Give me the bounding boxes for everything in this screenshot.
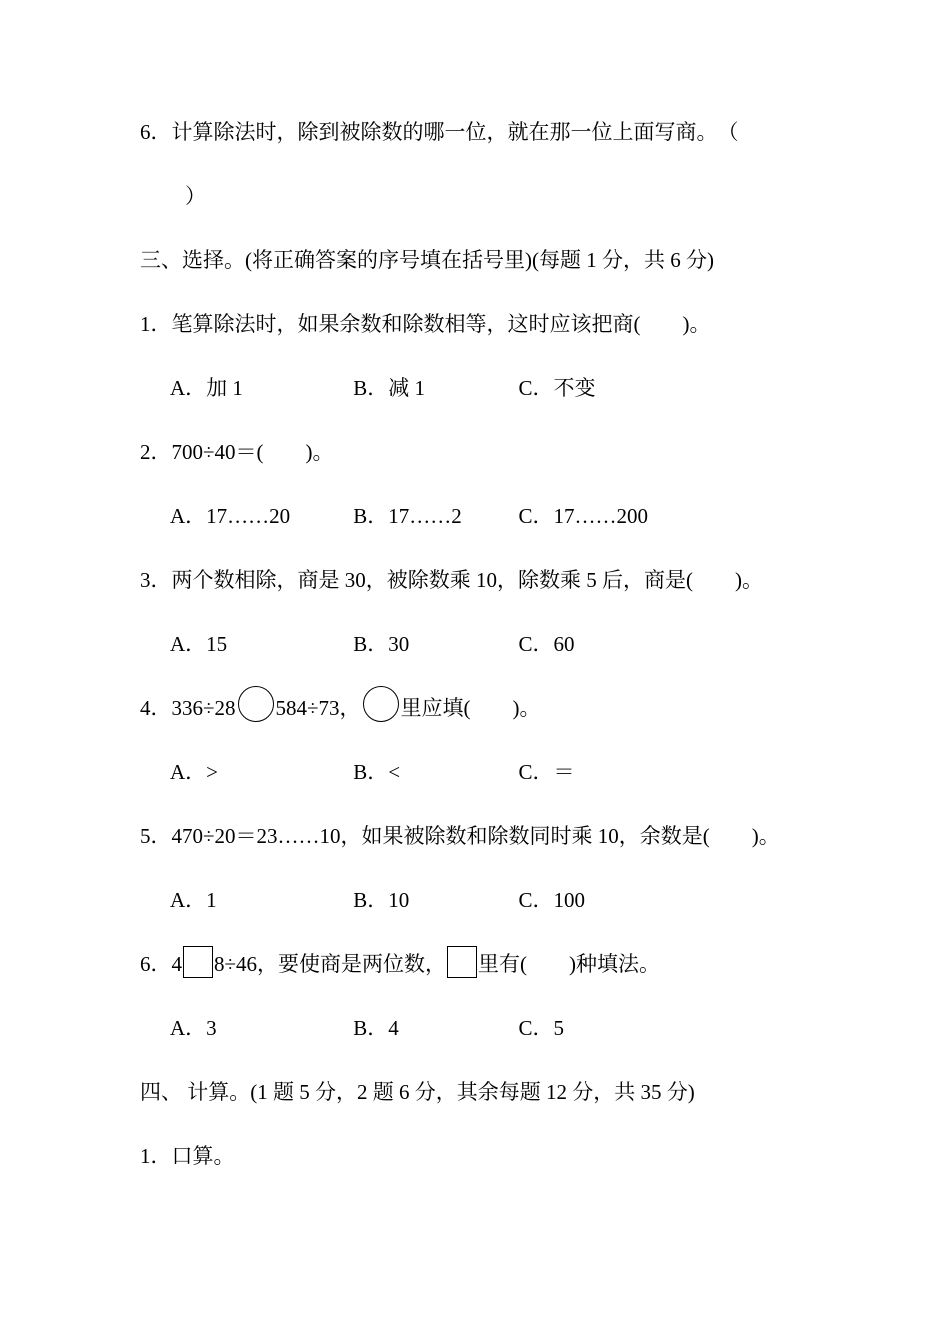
section-heading-text: 三、选择。(将正确答案的序号填在括号里)(每题 1 分，共 6 分) <box>140 248 714 272</box>
question-text-mid: 584÷73， <box>275 696 361 720</box>
option-a: A．1 <box>170 888 217 912</box>
choice-question-3 <box>140 548 860 612</box>
square-blank-icon <box>447 946 477 978</box>
section-heading-text: 四、 计算。(1 题 5 分，2 题 6 分，其余每题 12 分，共 35 分) <box>140 1080 695 1104</box>
choice-question-6 <box>140 932 860 996</box>
option-a: A．15 <box>170 632 228 656</box>
question-text-pre: 4．336÷28 <box>140 696 236 720</box>
section-four-heading <box>140 1060 860 1124</box>
choice-question-5 <box>140 804 860 868</box>
option-b: B．4 <box>353 1016 399 1040</box>
option-c: C．不变 <box>518 376 596 400</box>
question-text-post: 里应填( )。 <box>400 696 541 720</box>
question-2-6-close-paren <box>140 164 860 228</box>
close-paren-text: ） <box>185 184 206 208</box>
option-a: A．17……20 <box>170 504 291 528</box>
choice-question-4-options <box>140 740 860 804</box>
question-text: 5．470÷20＝23……10，如果被除数和除数同时乘 10，余数是( )。 <box>140 824 780 848</box>
question-text: 1．笔算除法时，如果余数和除数相等，这时应该把商( )。 <box>140 312 711 336</box>
circle-blank-icon <box>363 686 399 722</box>
option-a: A．> <box>170 760 219 784</box>
option-a: A．加 1 <box>170 376 243 400</box>
choice-question-2-options <box>140 484 860 548</box>
option-c: C．＝ <box>518 760 575 784</box>
question-2-6-text <box>140 100 860 164</box>
question-text: 6．计算除法时，除到被除数的哪一位，就在那一位上面写商。 （ <box>140 120 739 144</box>
question-text-pre: 6．4 <box>140 952 182 976</box>
circle-blank-icon <box>238 686 274 722</box>
option-b: B．< <box>353 760 401 784</box>
option-b: B．减 1 <box>353 376 426 400</box>
question-text-post: 里有( )种填法。 <box>478 952 661 976</box>
calc-question-1 <box>140 1124 860 1188</box>
option-c: C．60 <box>518 632 575 656</box>
choice-question-2 <box>140 420 860 484</box>
question-text-mid: 8÷46，要使商是两位数， <box>214 952 447 976</box>
choice-question-4 <box>140 676 860 740</box>
choice-question-6-options <box>140 996 860 1060</box>
option-b: B．17……2 <box>353 504 462 528</box>
question-text: 2．700÷40＝( )。 <box>140 440 334 464</box>
section-three-heading <box>140 228 860 292</box>
option-c: C．5 <box>518 1016 565 1040</box>
question-text: 3．两个数相除，商是 30，被除数乘 10，除数乘 5 后，商是( )。 <box>140 568 763 592</box>
choice-question-1 <box>140 292 860 356</box>
option-b: B．10 <box>353 888 410 912</box>
option-c: C．17……200 <box>518 504 649 528</box>
question-text: 1．口算。 <box>140 1144 235 1168</box>
option-a: A．3 <box>170 1016 217 1040</box>
square-blank-icon <box>183 946 213 978</box>
choice-question-3-options <box>140 612 860 676</box>
option-c: C．100 <box>518 888 586 912</box>
choice-question-1-options <box>140 356 860 420</box>
option-b: B．30 <box>353 632 410 656</box>
choice-question-5-options <box>140 868 860 932</box>
